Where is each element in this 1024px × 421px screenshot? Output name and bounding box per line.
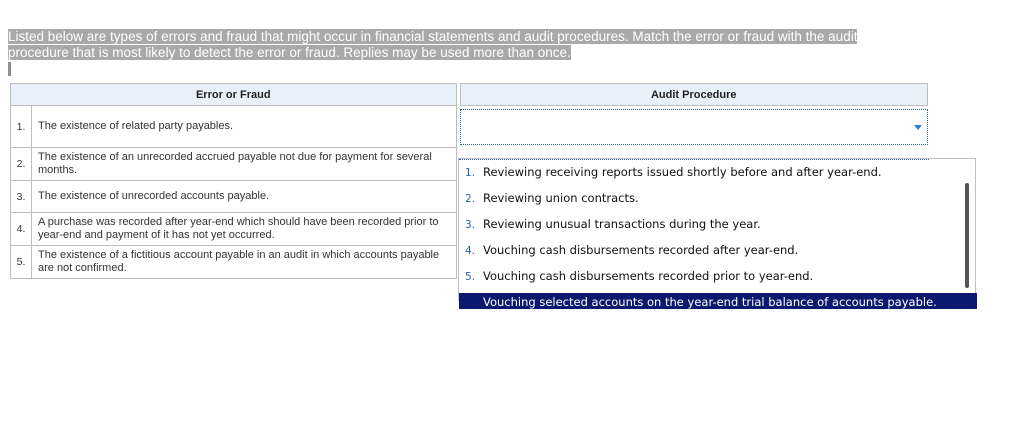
procedure-dropdown-list[interactable]: [458, 158, 976, 309]
dropdown-option-highlighted[interactable]: Vouching selected accounts on the year-end trial balance of accounts payable.: [459, 293, 977, 309]
dropdown-option[interactable]: 4. Vouching cash disbursements recorded after year-end.: [465, 243, 799, 257]
column-header-error: Error or Fraud: [11, 84, 457, 106]
dropdown-arrow-icon[interactable]: [914, 125, 922, 130]
column-header-procedure: Audit Procedure: [460, 84, 928, 106]
instructions-text: Listed below are types of errors and fraud that might occur in financial statements and audit procedures. Match the error or fraud with the audit procedure that is most likely to detect the error or fraud. Replies may be used more than once.: [8, 29, 858, 60]
dropdown-option[interactable]: 2. Reviewing union contracts.: [465, 191, 639, 205]
row-number: 3.: [11, 181, 32, 213]
row-description: A purchase was recorded after year-end which should have been recorded prior to year-end and payment of it has not yet occurred.: [31, 213, 456, 246]
dropdown-option[interactable]: 1. Reviewing receiving reports issued shortly before and after year-end.: [465, 165, 882, 179]
table-row: [11, 106, 928, 148]
row-number: 5.: [11, 246, 32, 279]
text-cursor: [8, 62, 11, 76]
answer-cell: [460, 106, 928, 148]
row-description: The existence of a fictitious account payable in an audit in which accounts payable are not confirmed.: [31, 246, 456, 279]
table-header-row: [11, 84, 928, 106]
row-number: 2.: [11, 148, 32, 181]
row-number: 4.: [11, 213, 32, 246]
row-description: The existence of an unrecorded accrued payable not due for payment for several months.: [31, 148, 456, 181]
answer-select-1[interactable]: [460, 109, 928, 145]
row-number: 1.: [11, 106, 32, 148]
dropdown-option[interactable]: 5. Vouching cash disbursements recorded prior to year-end.: [465, 269, 814, 283]
dropdown-scrollbar[interactable]: [965, 183, 969, 288]
row-description: The existence of related party payables.: [31, 106, 456, 148]
dropdown-option[interactable]: 3. Reviewing unusual transactions during the year.: [465, 217, 761, 231]
row-description: The existence of unrecorded accounts payable.: [31, 181, 456, 213]
